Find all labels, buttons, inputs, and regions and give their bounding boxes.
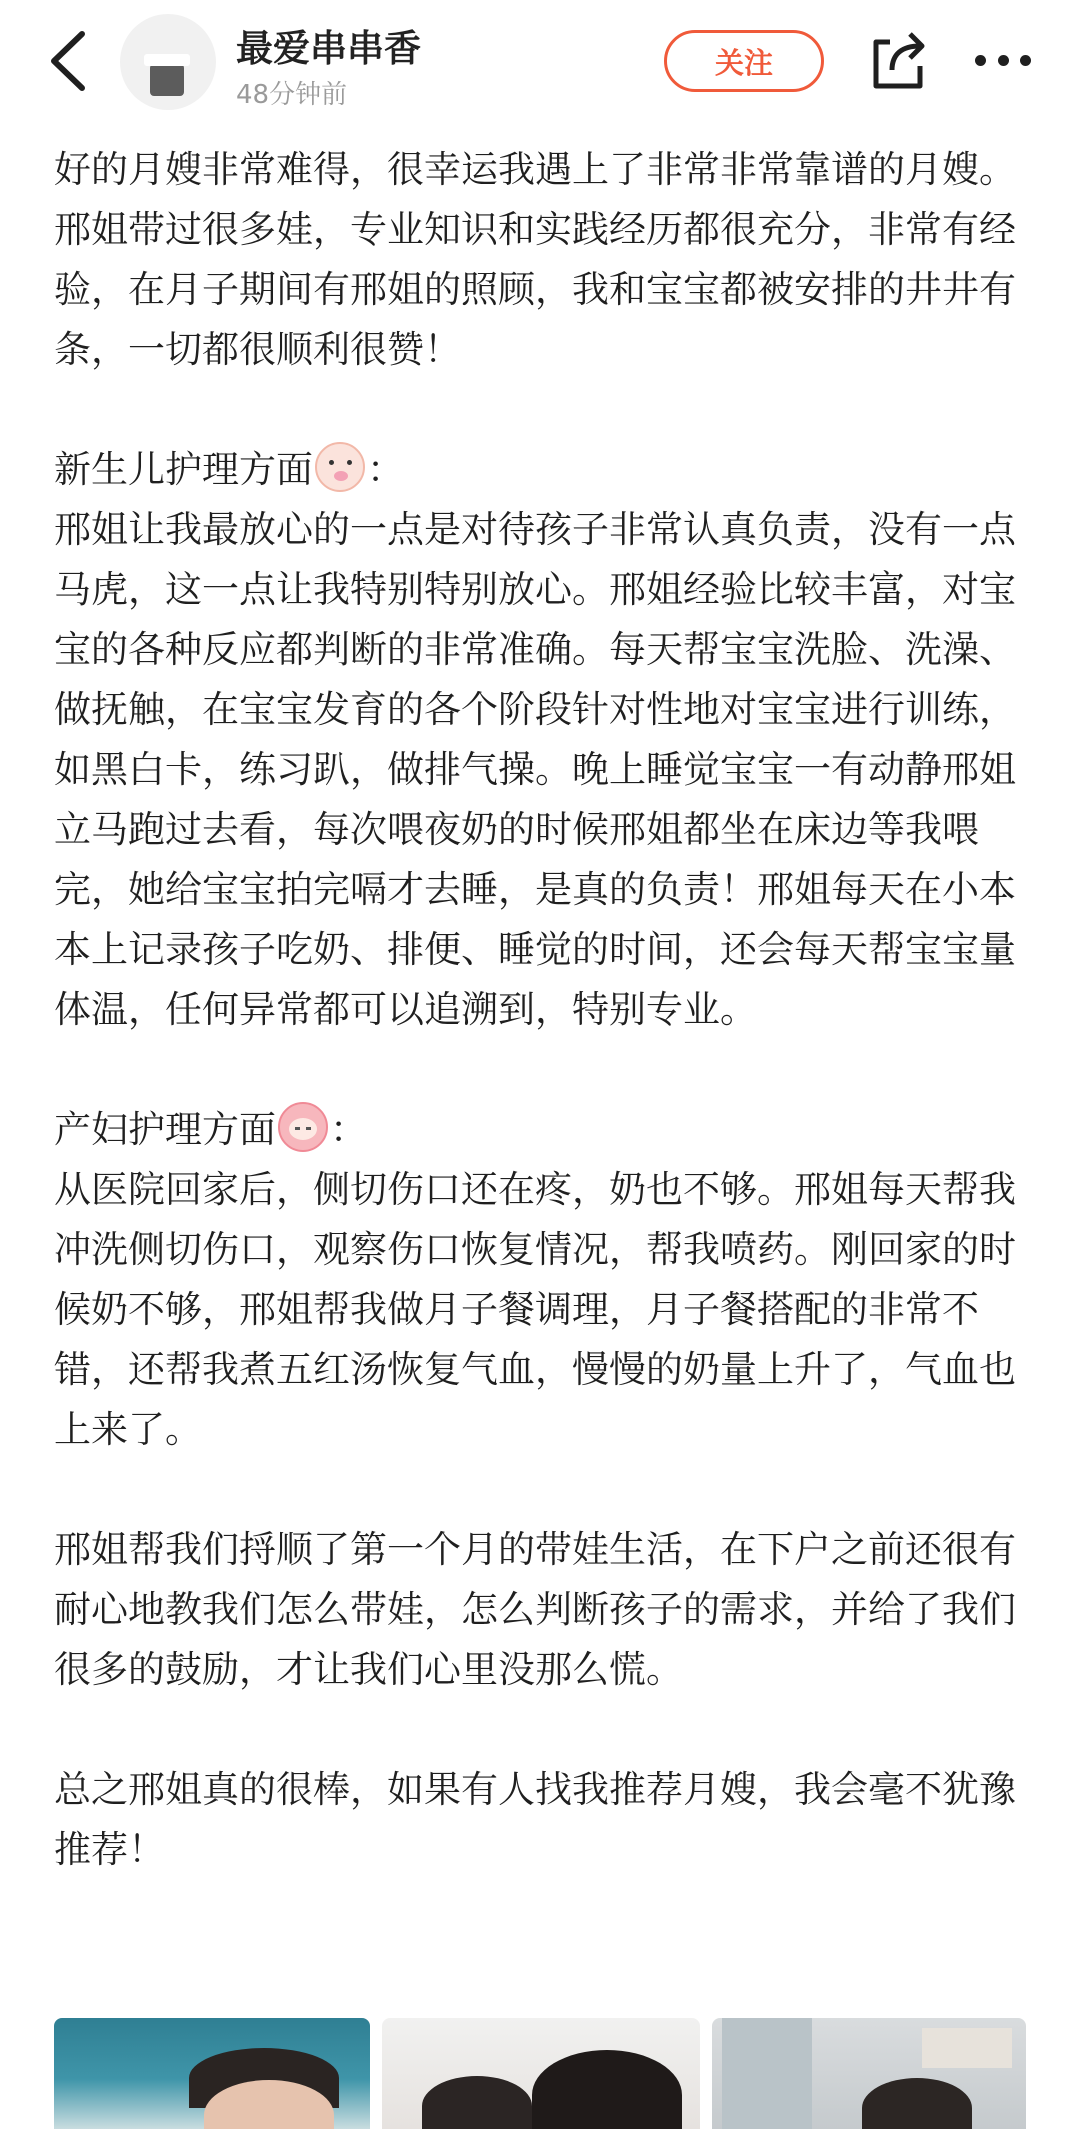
closing-paragraph: 总之邢姐真的很棒，如果有人找我推荐月嫂，我会毫不犹豫推荐！ bbox=[54, 1768, 1016, 1871]
newborn-section bbox=[54, 440, 1020, 500]
mother-section bbox=[54, 1100, 1020, 1160]
follow-button[interactable]: 关注 bbox=[664, 30, 824, 92]
photo-thumbnail-3[interactable] bbox=[712, 2018, 1026, 2129]
photo-thumbnail-1[interactable] bbox=[54, 2018, 370, 2129]
baby-face-icon bbox=[315, 442, 365, 492]
photo-thumbnail-2[interactable] bbox=[382, 2018, 700, 2129]
woman-face-icon bbox=[278, 1102, 328, 1152]
mother-body: 从医院回家后，侧切伤口还在疼，奶也不够。邢姐每天帮我冲洗侧切伤口，观察伤口恢复情况，帮我喷药。刚回家的时候奶不够，邢姐帮我做月子餐调理，月子餐搭配的非常不错，还帮我煮五红汤恢复气血，慢慢的奶量上升了，气血也上来了。 bbox=[54, 1168, 1016, 1451]
avatar[interactable] bbox=[120, 14, 216, 110]
mother-heading: 产妇护理方面 bbox=[54, 1108, 276, 1151]
newborn-heading-colon: ： bbox=[367, 448, 404, 491]
post-content bbox=[54, 140, 1020, 1880]
mother-heading-colon: ： bbox=[330, 1108, 367, 1151]
share-icon[interactable] bbox=[868, 28, 928, 92]
photo-grid bbox=[54, 2018, 1026, 2129]
post-intro: 好的月嫂非常难得，很幸运我遇上了非常非常靠谱的月嫂。邢姐带过很多娃，专业知识和实践经历都很充分，非常有经验，在月子期间有邢姐的照顾，我和宝宝都被安排的井井有条，一切都很顺利很赞！ bbox=[54, 148, 1016, 371]
summary-paragraph: 邢姐帮我们捋顺了第一个月的带娃生活，在下户之前还很有耐心地教我们怎么带娃，怎么判断孩子的需求，并给了我们很多的鼓励，才让我们心里没那么慌。 bbox=[54, 1528, 1016, 1691]
username[interactable]: 最爱串串香 bbox=[236, 27, 421, 70]
newborn-body: 邢姐让我最放心的一点是对待孩子非常认真负责，没有一点马虎，这一点让我特别特别放心。邢姐经验比较丰富，对宝宝的各种反应都判断的非常准确。每天帮宝宝洗脸、洗澡、做抚触，在宝宝发育的各个阶段针对性地对宝宝进行训练，如黑白卡，练习趴，做排气操。晚上睡觉宝宝一有动静邢姐立马跑过去看，每次喂夜奶的时候邢姐都坐在床边等我喂完，她给宝宝拍完嗝才去睡，是真的负责！邢姐每天在小本本上记录孩子吃奶、排便、睡觉的时间，还会每天帮宝宝量体温，任何异常都可以追溯到，特别专业。 bbox=[54, 508, 1016, 1031]
newborn-heading: 新生儿护理方面 bbox=[54, 448, 313, 491]
more-icon[interactable] bbox=[975, 36, 1031, 84]
chevron-left-icon[interactable] bbox=[44, 28, 92, 94]
post-header bbox=[0, 0, 1071, 130]
post-timestamp: 48分钟前 bbox=[236, 80, 348, 110]
